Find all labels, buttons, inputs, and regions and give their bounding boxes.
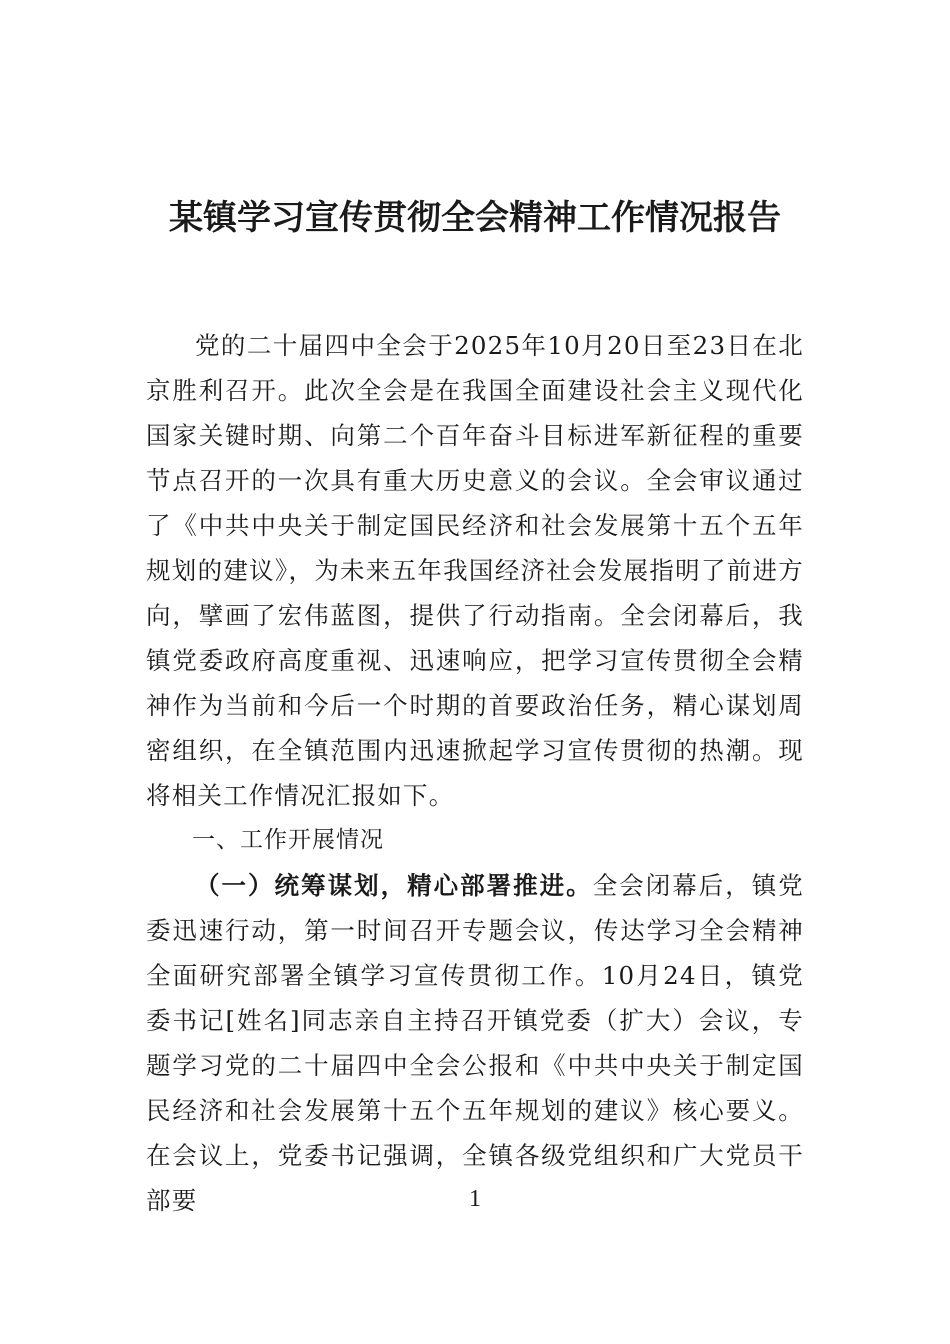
subsection-body: 全会闭幕后，镇党委迅速行动，第一时间召开专题会议，传达学习全会精神全面研究部署全镇学习宣传贯彻工作。10月24日，镇党委书记[姓名]同志亲自主持召开镇党委（扩大）会议，专题学习党的二十届四中全会公报和《中共中央关于制定国民经济和社会发展第十五个五年规划的建议》核心要义。在会议上，党委书记强调，全镇各级党组织和广大党员干部要: [146, 871, 804, 1215]
section-heading: 一、工作开展情况: [192, 827, 384, 853]
page-number: 1: [469, 1186, 481, 1212]
intro-paragraph: 党的二十届四中全会于2025年10月20日至23日在北京胜利召开。此次全会是在我国全面建设社会主义现代化国家关键时期、向第二个百年奋斗目标进军新征程的重要节点召开的一次具有重大历史意义的会议。全会审议通过了《中共中央关于制定国民经济和社会发展第十五个五年规划的建议》，为未来五年我国经济社会发展指明了前进方向，擘画了宏伟蓝图，提供了行动指南。全会闭幕后，我镇党委政府高度重视、迅速响应，把学习宣传贯彻全会精神作为当前和今后一个时期的首要政治任务，精心谋划周密组织，在全镇范围内迅速掀起学习宣传贯彻的热潮。现将相关工作情况汇报如下。: [146, 331, 804, 810]
document-body: [146, 323, 804, 1223]
subsection-paragraph: [146, 863, 804, 1223]
document-title: 某镇学习宣传贯彻全会精神工作情况报告: [169, 198, 781, 238]
subsection-lead: （一）统筹谋划，精心部署推进。: [195, 871, 593, 900]
